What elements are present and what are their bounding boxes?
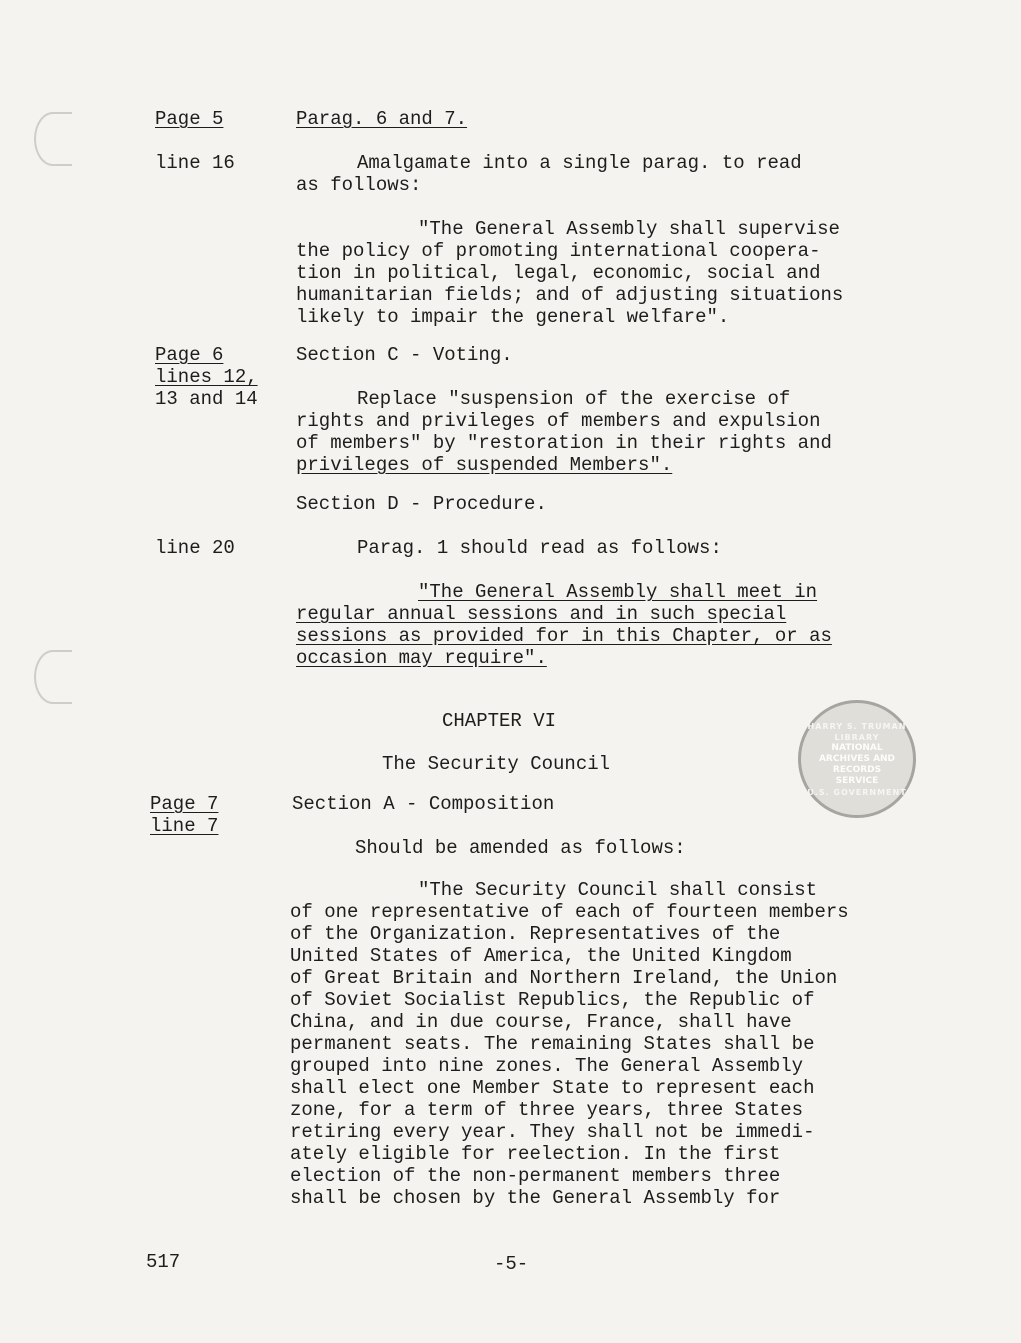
quote-line: the policy of promoting international coopera- (296, 240, 821, 262)
body-text: of members" by "restoration in their rights and (296, 432, 832, 454)
body-text: Parag. 1 should read as follows: (357, 537, 722, 559)
margin-page-ref: Page 6 (155, 344, 224, 366)
margin-page-ref: Page 7 (150, 793, 219, 815)
margin-line-ref: line 20 (155, 537, 235, 559)
stamp-text: SERVICE (835, 775, 879, 786)
stamp-ring-text: HARRY S. TRUMAN LIBRARY (807, 721, 907, 742)
body-text: privileges of suspended Members". (296, 454, 673, 476)
section-heading: Section D - Procedure. (296, 493, 547, 515)
punch-hole (34, 650, 72, 704)
margin-line-ref: 13 and 14 (155, 388, 258, 410)
stamp-ring-text: U.S. GOVERNMENT (807, 787, 907, 797)
stamp-text: NATIONAL (831, 742, 883, 753)
margin-line-ref: line 7 (150, 815, 219, 837)
quote-line: of Great Britain and Northern Ireland, the Union (290, 967, 838, 989)
quote-line: occasion may require". (296, 647, 547, 669)
parag-heading: Parag. 6 and 7. (296, 108, 468, 130)
body-text: Should be amended as follows: (355, 837, 686, 859)
body-text: Amalgamate into a single parag. to read (357, 152, 802, 174)
quote-line: grouped into nine zones. The General Assembly (290, 1055, 804, 1077)
margin-page-ref: Page 5 (155, 108, 224, 130)
quote-line: retiring every year. They shall not be immedi- (290, 1121, 815, 1143)
margin-line-ref: lines 12, (155, 366, 258, 388)
body-text: Replace "suspension of the exercise of (357, 388, 791, 410)
quote-line: zone, for a term of three years, three States (290, 1099, 804, 1121)
quote-line: "The General Assembly shall meet in (418, 581, 818, 603)
margin-line-ref: line 16 (155, 152, 235, 174)
archive-stamp (798, 700, 916, 818)
quote-line: sessions as provided for in this Chapter, or as (296, 625, 832, 647)
stamp-text: RECORDS (832, 764, 882, 775)
chapter-heading: CHAPTER VI (442, 710, 557, 732)
quote-line: China, and in due course, France, shall have (290, 1011, 792, 1033)
quote-line: shall elect one Member State to represent each (290, 1077, 815, 1099)
document-number: 517 (146, 1251, 181, 1273)
quote-line: shall be chosen by the General Assembly for (290, 1187, 781, 1209)
quote-line: "The Security Council shall consist (418, 879, 818, 901)
quote-line: election of the non-permanent members three (290, 1165, 781, 1187)
section-heading: Section A - Composition (292, 793, 555, 815)
quote-line: humanitarian fields; and of adjusting situations (296, 284, 844, 306)
quote-line: "The General Assembly shall supervise (418, 218, 840, 240)
body-text: as follows: (296, 174, 422, 196)
body-text: rights and privileges of members and expulsion (296, 410, 821, 432)
quote-line: of Soviet Socialist Republics, the Republic of (290, 989, 815, 1011)
page-number: -5- (494, 1253, 529, 1275)
stamp-text: ARCHIVES AND (818, 753, 896, 764)
quote-line: tion in political, legal, economic, social and (296, 262, 821, 284)
quote-line: likely to impair the general welfare". (296, 306, 730, 328)
quote-line: regular annual sessions and in such special (296, 603, 787, 625)
section-heading: Section C - Voting. (296, 344, 513, 366)
quote-line: United States of America, the United Kingdom (290, 945, 792, 967)
punch-hole (34, 112, 72, 166)
quote-line: permanent seats. The remaining States shall be (290, 1033, 815, 1055)
quote-line: ately eligible for reelection. In the first (290, 1143, 781, 1165)
quote-line: of one representative of each of fourteen members (290, 901, 849, 923)
chapter-title: The Security Council (382, 753, 611, 775)
quote-line: of the Organization. Representatives of the (290, 923, 781, 945)
